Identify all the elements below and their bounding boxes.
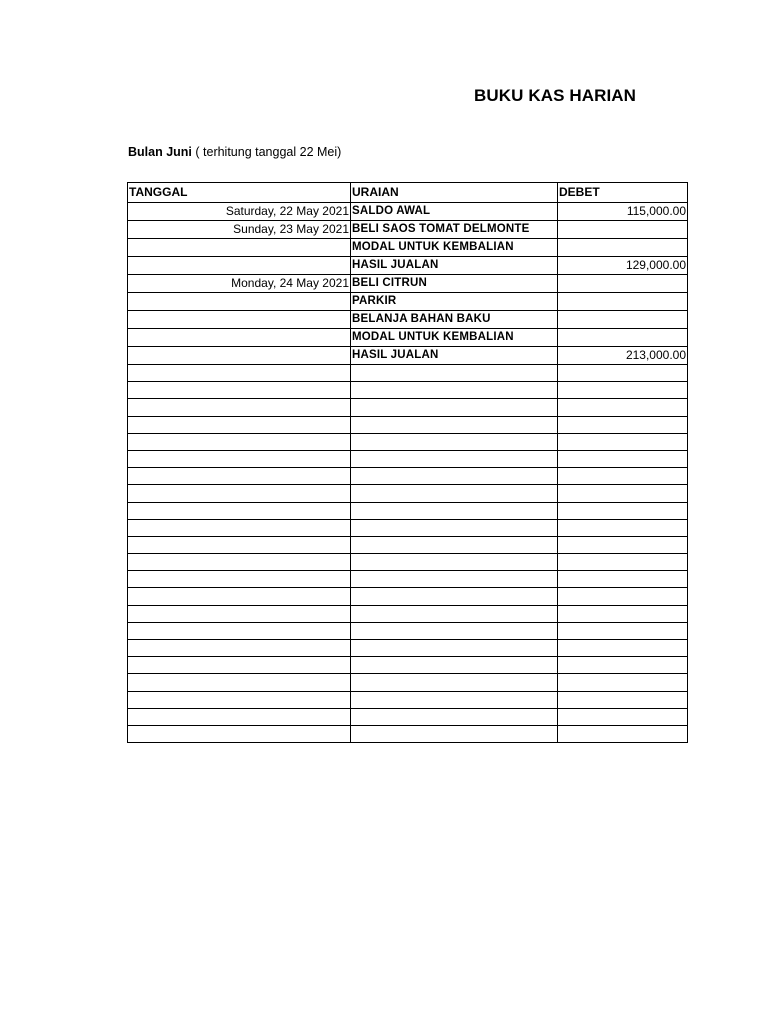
date-cell: Saturday, 22 May 2021 — [128, 203, 351, 221]
table-header-row — [128, 183, 688, 203]
debet-cell — [558, 502, 688, 519]
description-cell — [351, 708, 558, 725]
description-cell — [351, 605, 558, 622]
date-cell — [128, 399, 351, 416]
description-cell — [351, 674, 558, 691]
table-row — [128, 536, 688, 553]
period-note: ( terhitung tanggal 22 Mei) — [191, 145, 342, 159]
debet-cell — [558, 275, 688, 293]
table-row — [128, 221, 688, 239]
debet-cell — [558, 554, 688, 571]
debet-cell — [558, 588, 688, 605]
date-cell — [128, 657, 351, 674]
date-cell — [128, 257, 351, 275]
table-row — [128, 382, 688, 399]
table-row — [128, 329, 688, 347]
description-cell — [351, 554, 558, 571]
description-cell: MODAL UNTUK KEMBALIAN — [351, 329, 558, 347]
cash-ledger-table — [127, 182, 688, 743]
description-cell: HASIL JUALAN — [351, 257, 558, 275]
date-cell: Sunday, 23 May 2021 — [128, 221, 351, 239]
column-header-debet: DEBET — [558, 183, 688, 203]
date-cell — [128, 347, 351, 365]
date-cell — [128, 485, 351, 502]
period-label: Bulan Juni — [128, 145, 192, 159]
table-row — [128, 674, 688, 691]
debet-cell — [558, 239, 688, 257]
table-row — [128, 239, 688, 257]
date-cell — [128, 502, 351, 519]
debet-cell: 213,000.00 — [558, 347, 688, 365]
table-row — [128, 450, 688, 467]
date-cell: Monday, 24 May 2021 — [128, 275, 351, 293]
date-cell — [128, 674, 351, 691]
date-cell — [128, 536, 351, 553]
table-row — [128, 365, 688, 382]
debet-cell — [558, 708, 688, 725]
date-cell — [128, 468, 351, 485]
table-row — [128, 640, 688, 657]
debet-cell: 115,000.00 — [558, 203, 688, 221]
date-cell — [128, 571, 351, 588]
table-row — [128, 554, 688, 571]
debet-cell: 129,000.00 — [558, 257, 688, 275]
table-row — [128, 257, 688, 275]
table-row — [128, 347, 688, 365]
date-cell — [128, 329, 351, 347]
table-row — [128, 708, 688, 725]
table-row — [128, 571, 688, 588]
description-cell — [351, 433, 558, 450]
date-cell — [128, 640, 351, 657]
description-cell — [351, 691, 558, 708]
description-cell — [351, 485, 558, 502]
debet-cell — [558, 450, 688, 467]
page-title: BUKU KAS HARIAN — [474, 86, 637, 105]
description-cell — [351, 571, 558, 588]
debet-cell — [558, 399, 688, 416]
description-cell: HASIL JUALAN — [351, 347, 558, 365]
description-cell: SALDO AWAL — [351, 203, 558, 221]
debet-cell — [558, 468, 688, 485]
debet-cell — [558, 519, 688, 536]
description-cell: BELANJA BAHAN BAKU — [351, 311, 558, 329]
date-cell — [128, 293, 351, 311]
table-row — [128, 275, 688, 293]
description-cell — [351, 657, 558, 674]
debet-cell — [558, 311, 688, 329]
table-row — [128, 605, 688, 622]
debet-cell — [558, 571, 688, 588]
debet-cell — [558, 605, 688, 622]
date-cell — [128, 311, 351, 329]
debet-cell — [558, 691, 688, 708]
debet-cell — [558, 416, 688, 433]
description-cell — [351, 725, 558, 742]
column-header-date: TANGGAL — [128, 183, 351, 203]
table-row — [128, 293, 688, 311]
debet-cell — [558, 674, 688, 691]
debet-cell — [558, 365, 688, 382]
description-cell: MODAL UNTUK KEMBALIAN — [351, 239, 558, 257]
debet-cell — [558, 221, 688, 239]
date-cell — [128, 519, 351, 536]
description-cell: BELI CITRUN — [351, 275, 558, 293]
debet-cell — [558, 329, 688, 347]
period-subtitle — [128, 145, 341, 159]
table-row — [128, 416, 688, 433]
table-row — [128, 399, 688, 416]
table-row — [128, 519, 688, 536]
description-cell — [351, 450, 558, 467]
table-row — [128, 588, 688, 605]
description-cell — [351, 622, 558, 639]
description-cell: PARKIR — [351, 293, 558, 311]
description-cell — [351, 399, 558, 416]
description-cell — [351, 382, 558, 399]
debet-cell — [558, 433, 688, 450]
debet-cell — [558, 622, 688, 639]
debet-cell — [558, 640, 688, 657]
date-cell — [128, 382, 351, 399]
debet-cell — [558, 725, 688, 742]
date-cell — [128, 708, 351, 725]
date-cell — [128, 554, 351, 571]
date-cell — [128, 622, 351, 639]
description-cell — [351, 536, 558, 553]
table-row — [128, 657, 688, 674]
date-cell — [128, 239, 351, 257]
description-cell — [351, 640, 558, 657]
description-cell — [351, 416, 558, 433]
table-row — [128, 502, 688, 519]
date-cell — [128, 450, 351, 467]
date-cell — [128, 416, 351, 433]
debet-cell — [558, 293, 688, 311]
description-cell: BELI SAOS TOMAT DELMONTE — [351, 221, 558, 239]
debet-cell — [558, 485, 688, 502]
table-row — [128, 311, 688, 329]
table-row — [128, 622, 688, 639]
description-cell — [351, 588, 558, 605]
date-cell — [128, 725, 351, 742]
table-row — [128, 468, 688, 485]
date-cell — [128, 691, 351, 708]
debet-cell — [558, 536, 688, 553]
table-row — [128, 725, 688, 742]
debet-cell — [558, 382, 688, 399]
debet-cell — [558, 657, 688, 674]
description-cell — [351, 468, 558, 485]
table-row — [128, 485, 688, 502]
description-cell — [351, 502, 558, 519]
table-row — [128, 433, 688, 450]
table-row — [128, 203, 688, 221]
date-cell — [128, 433, 351, 450]
date-cell — [128, 588, 351, 605]
table-row — [128, 691, 688, 708]
ledger-body — [128, 203, 688, 743]
description-cell — [351, 519, 558, 536]
date-cell — [128, 365, 351, 382]
date-cell — [128, 605, 351, 622]
description-cell — [351, 365, 558, 382]
column-header-description: URAIAN — [351, 183, 558, 203]
